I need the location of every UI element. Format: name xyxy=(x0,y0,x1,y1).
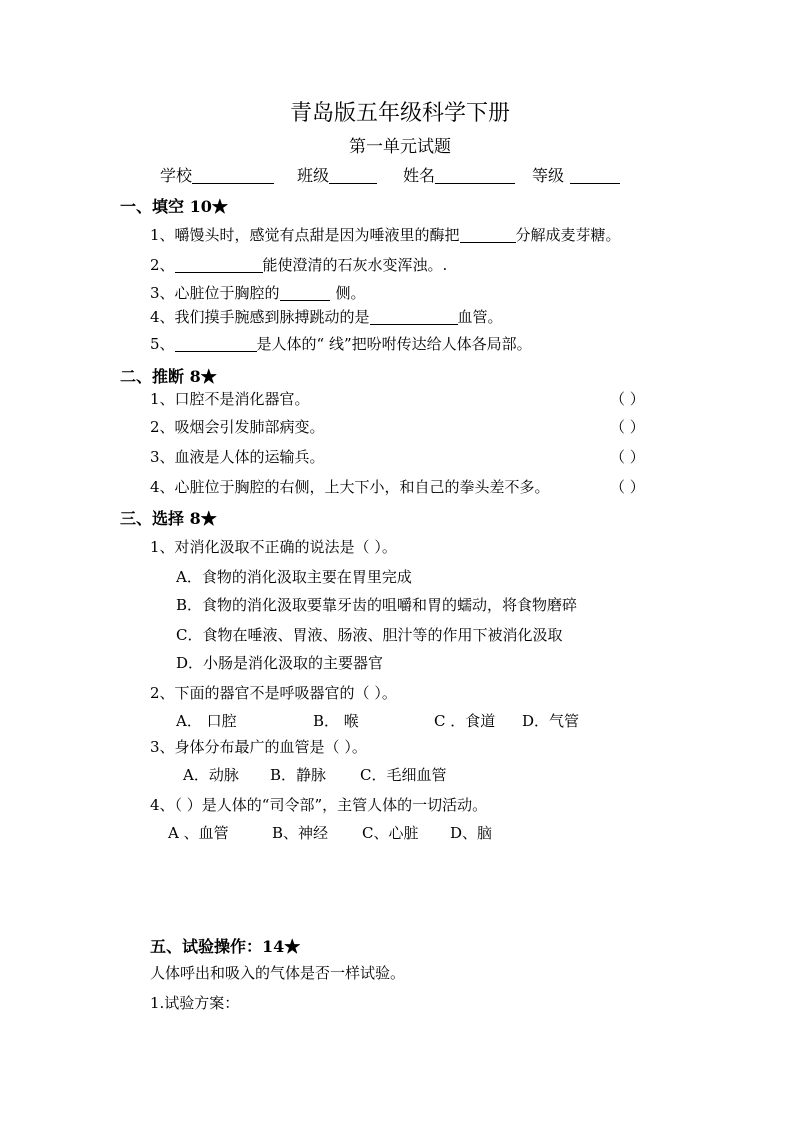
name-field xyxy=(403,163,515,186)
name-label: 姓名 xyxy=(403,166,436,185)
fill-question-1 xyxy=(150,224,621,245)
choice-4-option-b[interactable]: B、神经 xyxy=(272,824,329,842)
school-blank[interactable] xyxy=(192,167,274,184)
choice-2-option-c[interactable]: C ．食道 xyxy=(434,712,496,730)
choice-question-4: 4、（ ）是人体的“司令部”，主管人体的一切活动。 xyxy=(150,796,488,814)
choice-4-option-d[interactable]: D、脑 xyxy=(450,824,493,842)
choice-question-3: 3、身体分布最广的血管是（ ）。 xyxy=(150,738,367,756)
grade-field xyxy=(532,163,620,186)
choice-3-option-c[interactable]: C．毛细血管 xyxy=(360,766,447,784)
fill-question-3 xyxy=(150,282,366,303)
experiment-intro: 人体呼出和吸入的气体是否一样试验。 xyxy=(150,964,406,982)
grade-blank[interactable] xyxy=(570,167,620,184)
q5-text-b: 是人体的“ 线”把吩咐传达给人体各局部。 xyxy=(256,335,532,353)
judge-answer-1[interactable]: （ ） xyxy=(610,390,645,408)
judge-question-2: 2、吸烟会引发肺部病变。 xyxy=(150,418,325,436)
experiment-plan-label: 1.试验方案： xyxy=(150,994,240,1012)
fill-question-4 xyxy=(150,306,503,327)
judge-answer-3[interactable]: （ ） xyxy=(610,448,645,466)
q4-text-a: 4、我们摸手腕感到脉搏跳动的是 xyxy=(150,308,370,326)
q3-blank[interactable] xyxy=(280,285,330,301)
fill-question-2 xyxy=(150,254,447,275)
q3-text-b: 侧。 xyxy=(335,284,366,302)
choice-2-option-b[interactable]: B． 喉 xyxy=(313,712,359,730)
choice-1-option-d[interactable]: D．小肠是消化汲取的主要器官 xyxy=(176,654,384,672)
judge-answer-4[interactable]: （ ） xyxy=(610,478,645,496)
page-subtitle: 第一单元试题 xyxy=(349,137,451,157)
q2-text-a: 2、 xyxy=(150,256,175,274)
q5-blank[interactable] xyxy=(175,336,257,352)
q2-text-b: 能使澄清的石灰水变浑浊。. xyxy=(262,256,448,274)
choice-4-option-a[interactable]: A 、血管 xyxy=(168,824,229,842)
choice-4-option-c[interactable]: C、心脏 xyxy=(362,824,419,842)
grade-label: 等级 xyxy=(532,166,565,185)
section-1-heading: 一、填空 10★ xyxy=(120,197,228,216)
class-field xyxy=(297,163,377,186)
q1-text-b: 分解成麦芽糖。 xyxy=(515,226,621,244)
choice-2-option-d[interactable]: D．气管 xyxy=(522,712,580,730)
choice-question-2: 2、下面的器官不是呼吸器官的（ ）。 xyxy=(150,684,397,702)
fill-question-5 xyxy=(150,333,532,354)
q1-text-a: 1、嚼馒头时，感觉有点甜是因为唾液里的酶把 xyxy=(150,226,460,244)
choice-1-option-c[interactable]: C．食物在唾液、胃液、肠液、胆汁等的作用下被消化汲取 xyxy=(176,626,563,644)
judge-question-3: 3、血液是人体的运输兵。 xyxy=(150,448,325,466)
q3-text-a: 3、心脏位于胸腔的 xyxy=(150,284,280,302)
judge-question-1: 1、口腔不是消化器官。 xyxy=(150,390,310,408)
q4-text-b: 血管。 xyxy=(457,308,503,326)
class-blank[interactable] xyxy=(329,167,377,184)
page-title: 青岛版五年级科学下册 xyxy=(289,101,510,126)
q2-blank[interactable] xyxy=(175,257,263,273)
choice-1-option-a[interactable]: A．食物的消化汲取主要在胃里完成 xyxy=(176,568,412,586)
q5-text-a: 5、 xyxy=(150,335,175,353)
choice-question-1: 1、对消化汲取不正确的说法是（ ）。 xyxy=(150,538,397,556)
name-blank[interactable] xyxy=(435,167,515,184)
choice-1-option-b[interactable]: B．食物的消化汲取要靠牙齿的咀嚼和胃的蠕动，将食物磨碎 xyxy=(176,596,578,614)
q1-blank[interactable] xyxy=(460,227,516,243)
choice-3-option-b[interactable]: B．静脉 xyxy=(270,766,327,784)
q4-blank[interactable] xyxy=(370,309,458,325)
school-field xyxy=(160,163,274,186)
section-2-heading: 二、推断 8★ xyxy=(120,367,217,386)
judge-question-4: 4、心脏位于胸腔的右侧，上大下小，和自己的拳头差不多。 xyxy=(150,478,550,496)
choice-2-option-a[interactable]: A． 口腔 xyxy=(176,712,237,730)
section-3-heading: 三、选择 8★ xyxy=(120,509,217,528)
choice-3-option-a[interactable]: A．动脉 xyxy=(183,766,239,784)
class-label: 班级 xyxy=(297,166,330,185)
section-5-heading: 五、试验操作：14★ xyxy=(150,937,301,956)
school-label: 学校 xyxy=(160,166,193,185)
judge-answer-2[interactable]: （ ） xyxy=(610,418,645,436)
